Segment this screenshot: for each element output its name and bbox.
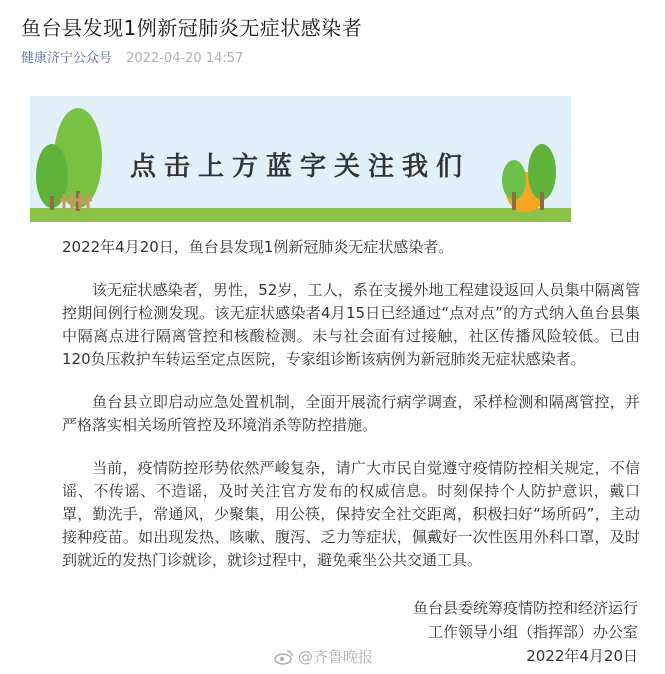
banner-follow-text: 点击上方蓝字关注我们 <box>130 152 471 182</box>
paragraph-3: 鱼台县立即启动应急处置机制，全面开展流行病学调查，采样检测和隔离管控，并严格落实相关场所管控及环境消杀等防控措施。 <box>62 393 640 434</box>
article-body <box>62 236 640 592</box>
paragraph-2: 该无症状感染者，男性，52岁，工人，系在支援外地工程建设返回人员集中隔离管控期间例行检测发现。该无症状感染者4月15日已经通过“点对点”的方式纳入鱼台县集中隔离点进行隔离管控和核酸检测。未与社会面有过接触，社区传播风险较低。已由120负压救护车转运至定点医院，专家组诊断该病例为新冠肺炎无症状感染者。 <box>62 281 640 368</box>
paragraph-4: 当前，疫情防控形势依然严峻复杂，请广大市民自觉遵守疫情防控相关规定，不信谣、不传谣、不造谣，及时关注官方发布的权威信息。时刻保持个人防护意识，戴口罩，勤洗手，常通风，少聚集，用公筷，保持安全社交距离，积极扫好“场所码”，主动接种疫苗。如出现发热、咳嗽、腹泻、乏力等症状，佩戴好一次性医用外科口罩，及时到就近的发热门诊就诊，就诊过程中，避免乘坐公共交通工具。 <box>62 459 640 569</box>
signature-date: 2022年4月20日 <box>526 647 638 665</box>
signature-block <box>413 596 638 668</box>
signature-org-line1: 鱼台县委统筹疫情防控和经济运行 <box>412 599 638 617</box>
publish-date: 2022-04-20 14:57 <box>126 51 244 66</box>
weibo-icon <box>274 649 294 665</box>
article-meta <box>21 51 243 67</box>
signature-org-line2: 工作领导小组（指挥部）办公室 <box>427 623 638 641</box>
tree-left-front-trunk <box>50 196 54 210</box>
account-link[interactable]: 健康济宁公众号 <box>21 51 113 66</box>
paragraph-1: 2022年4月20日，鱼台县发现1例新冠肺炎无症状感染者。 <box>62 238 454 256</box>
follow-banner[interactable] <box>30 96 571 222</box>
tree-right-small-trunk <box>512 192 516 210</box>
tree-right-tall <box>528 144 556 200</box>
ground-strip <box>30 208 571 222</box>
article-title: 鱼台县发现1例新冠肺炎无症状感染者 <box>21 16 363 40</box>
tree-right-tall-trunk <box>540 192 544 210</box>
watermark-text: @齐鲁晚报 <box>298 648 374 666</box>
weibo-watermark <box>274 646 373 667</box>
